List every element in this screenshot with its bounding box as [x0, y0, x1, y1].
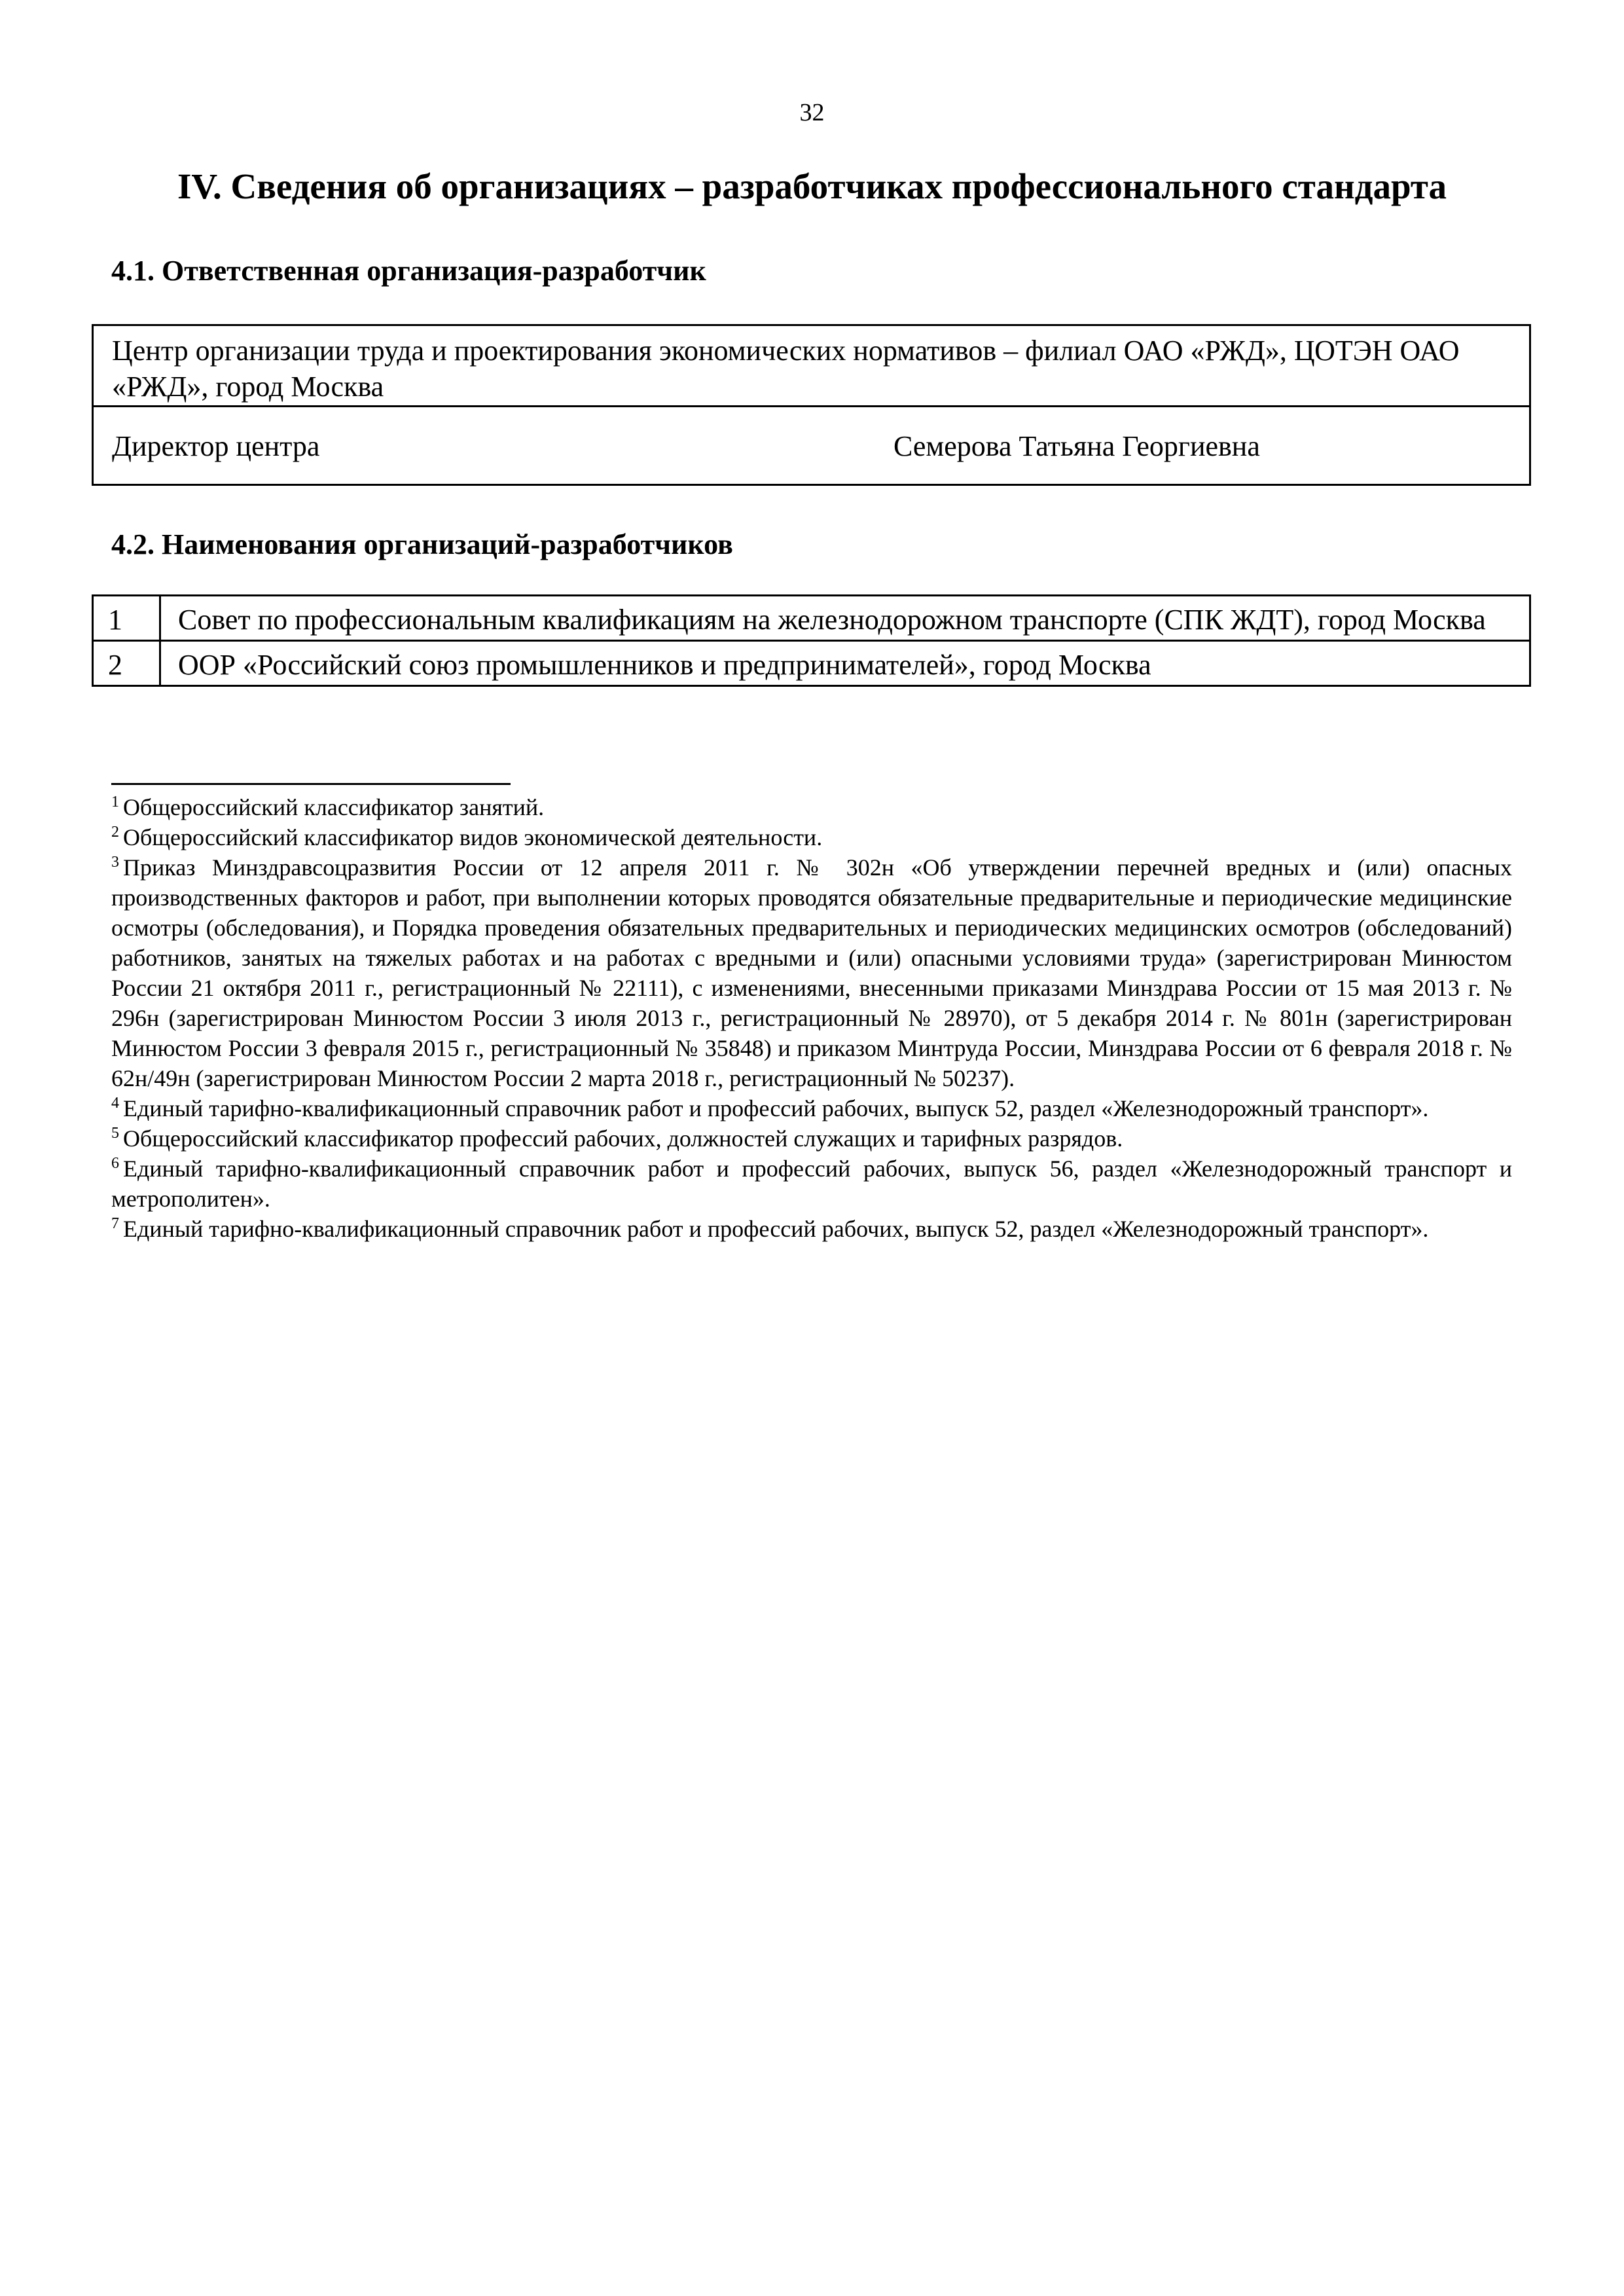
org-name: Совет по профессиональным квалификациям на железнодорожном транспорте (СПК ЖДТ), город Москва	[178, 604, 1486, 636]
footnote-mark: 1	[111, 793, 119, 811]
director-row	[94, 407, 1529, 484]
developer-orgs-table	[92, 594, 1531, 687]
responsible-org-heading: 4.1. Ответственная организация-разработчик	[111, 255, 706, 287]
footnote-text: Единый тарифно-квалификационный справочник работ и профессий рабочих, выпуск 52, раздел «Железнодорожный транспорт».	[123, 1216, 1429, 1242]
section-title: IV. Сведения об организациях – разработчиках профессионального стандарта	[177, 166, 1447, 206]
row-number: 1	[94, 596, 161, 640]
responsible-org-table	[92, 324, 1531, 486]
footnote-text: Приказ Минздравсоцразвития России от 12 апреля 2011 г. № 302н «Об утверждении перечней вредных и (или) опасных производственных факторов и работ, при выполнении которых проводятся обязательные предварительные и периодические медицинские осмотры (обследования), и Порядка проведения обязательных предварительных и периодических медицинских осмотров (обследований) работников, занятых на тяжелых работах и на работах с вредными и (или) опасными условиями труда» (зарегистрирован Минюстом России 21 октября 2011 г., регистрационный № 22111), с изменениями, внесенными приказами Минздрава России от 15 мая 2013 г. № 296н (зарегистрирован Минюстом России 3 июля 2013 г., регистрационный № 28970), от 5 декабря 2014 г. № 801н (зарегистрирован Минюстом России 3 февраля 2015 г., регистрационный № 35848) и приказом Минтруда России, Минздрава России от 6 февраля 2018 г. № 62н/49н (зарегистрирован Минюстом России 2 марта 2018 г., регистрационный № 50237).	[111, 854, 1512, 1091]
developer-orgs-heading: 4.2. Наименования организаций-разработчиков	[111, 528, 733, 560]
responsible-org-name: Центр организации труда и проектирования экономических нормативов – филиал ОАО «РЖД», ЦОТЭН ОАО «РЖД», город Москва	[94, 326, 1529, 407]
page-number: 32	[799, 99, 825, 126]
footnote-text: Общероссийский классификатор видов экономической деятельности.	[123, 824, 823, 850]
footnotes	[111, 792, 1512, 1244]
footnote-text: Общероссийский классификатор профессий рабочих, должностей служащих и тарифных разрядов.	[123, 1125, 1123, 1152]
footnote	[111, 822, 1512, 852]
footnote	[111, 852, 1512, 1093]
director-title: Директор центра	[112, 430, 320, 462]
footnote-mark: 2	[111, 824, 119, 841]
director-name: Семерова Татьяна Георгиевна	[893, 430, 1260, 462]
row-number: 2	[94, 642, 161, 685]
footnote	[111, 1214, 1512, 1244]
footnote-mark: 4	[111, 1095, 119, 1112]
footnote-mark: 5	[111, 1125, 119, 1142]
table-row	[94, 596, 1529, 642]
footnote-text: Общероссийский классификатор занятий.	[123, 794, 545, 820]
footnote	[111, 1154, 1512, 1214]
footnote	[111, 792, 1512, 822]
org-name: ООР «Российский союз промышленников и предпринимателей», город Москва	[178, 649, 1151, 681]
footnote-mark: 7	[111, 1215, 119, 1232]
footnote	[111, 1123, 1512, 1154]
footnote-divider	[111, 783, 511, 785]
footnote-text: Единый тарифно-квалификационный справочник работ и профессий рабочих, выпуск 56, раздел «Железнодорожный транспорт и метрополитен».	[111, 1156, 1512, 1212]
footnote-text: Единый тарифно-квалификационный справочник работ и профессий рабочих, выпуск 52, раздел «Железнодорожный транспорт».	[123, 1095, 1429, 1121]
footnote-mark: 3	[111, 854, 119, 871]
footnote-mark: 6	[111, 1155, 119, 1172]
table-row	[94, 642, 1529, 685]
footnote	[111, 1093, 1512, 1123]
